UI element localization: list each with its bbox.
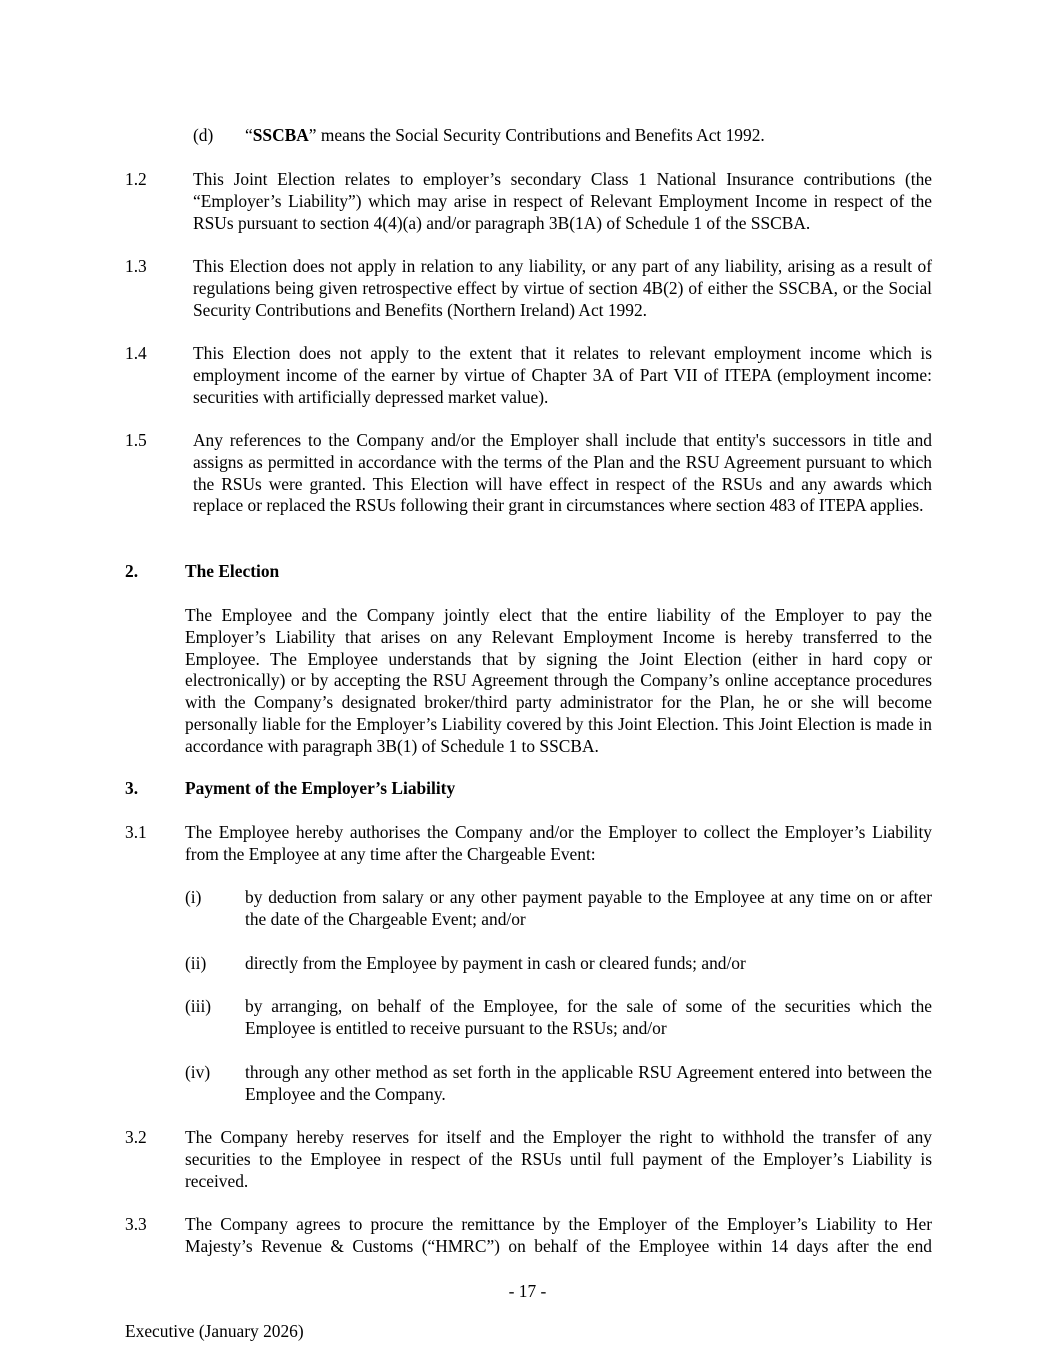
clause-1-5-number: 1.5 bbox=[125, 430, 147, 450]
clause-1-5-text: Any references to the Company and/or the Employer shall include that entity's successors in title and assigns as permitted in accordance with the terms of the Plan and the RSU Agreement pursuant to which the RSUs were granted. This Election will have effect in respect of the RSUs and any awards which replace or replaced the RSUs following their grant in circumstances where section 483 of ITEPA applies. bbox=[193, 430, 932, 516]
defined-term: SSCBA bbox=[252, 125, 309, 145]
list-item-text: by arranging, on behalf of the Employee, for the sale of some of the securities which the Employee is entitled to receive pursuant to the RSUs; and/or bbox=[245, 996, 932, 1038]
list-item-text: through any other method as set forth in the applicable RSU Agreement entered into between the Employee and the Company. bbox=[245, 1062, 932, 1104]
clause-3-3-text: The Company agrees to procure the remittance by the Employer of the Employer’s Liability to Her Majesty’s Revenue & Customs (“HMRC”) on behalf of the Employee within 14 days after the end bbox=[185, 1214, 932, 1256]
section-3-number: 3. bbox=[125, 778, 139, 798]
clause-3-2-text: The Company hereby reserves for itself and the Employer the right to withhold the transfer of any securities to the Employee in respect of the RSUs until full payment of the Employer’s Liability is received. bbox=[185, 1127, 932, 1191]
page-number: - 17 - bbox=[508, 1281, 547, 1301]
clause-3-3-number: 3.3 bbox=[125, 1214, 147, 1234]
list-item-label: (ii) bbox=[185, 953, 207, 973]
clause-1-2-text: This Joint Election relates to employer’s secondary Class 1 National Insurance contributions (the “Employer’s Liability”) which may arise in respect of Relevant Employment Income in respect of the RSUs pursuant to section 4(4)(a) and/or paragraph 3B(1A) of Schedule 1 of the SSCBA. bbox=[193, 169, 932, 233]
definition-d-text: “SSCBA” means the Social Security Contributions and Benefits Act 1992. bbox=[245, 125, 765, 145]
document-footer-label: Executive (January 2026) bbox=[125, 1321, 304, 1341]
clause-3-1-number: 3.1 bbox=[125, 822, 147, 842]
list-item-label: (iv) bbox=[185, 1062, 211, 1082]
clause-3-2-number: 3.2 bbox=[125, 1127, 147, 1147]
list-item-label: (iii) bbox=[185, 996, 212, 1016]
clause-3-1-text: The Employee hereby authorises the Company and/or the Employer to collect the Employer’s Liability from the Employee at any time after the Chargeable Event: bbox=[185, 822, 932, 864]
list-item-text: directly from the Employee by payment in cash or cleared funds; and/or bbox=[245, 953, 746, 973]
section-3-heading: Payment of the Employer’s Liability bbox=[185, 778, 456, 798]
clause-1-4-number: 1.4 bbox=[125, 343, 147, 363]
clause-1-2-number: 1.2 bbox=[125, 169, 147, 189]
clause-1-3-text: This Election does not apply in relation to any liability, or any part of any liability, arising as a result of regulations being given retrospective effect by virtue of section 4B(2) of either the SSCBA, or the Social Security Contributions and Benefits (Northern Ireland) Act 1992. bbox=[193, 256, 932, 320]
section-2-number: 2. bbox=[125, 561, 139, 581]
definition-d-label: (d) bbox=[193, 125, 214, 145]
clause-1-4-text: This Election does not apply to the extent that it relates to relevant employment income which is employment income of the earner by virtue of Chapter 3A of Part VII of ITEPA (employment income: securities with artificially depressed market value). bbox=[193, 343, 932, 407]
clause-1-3-number: 1.3 bbox=[125, 256, 147, 276]
section-2-text: The Employee and the Company jointly elect that the entire liability of the Employer to pay the Employer’s Liability that arises on any Relevant Employment Income is hereby transferred to the Employee. The Employee understands that by signing the Joint Election (either in hard copy or electronically) or by accepting the RSU Agreement through the Company’s online acceptance procedures with the Company’s designated broker/third party administrator for the Plan, he or she will become personally liable for the Employer’s Liability covered by this Joint Election. This Joint Election is made in accordance with paragraph 3B(1) of Schedule 1 to SSCBA. bbox=[185, 605, 932, 756]
list-item-text: by deduction from salary or any other payment payable to the Employee at any time on or after the date of the Chargeable Event; and/or bbox=[245, 887, 932, 929]
section-2-heading: The Election bbox=[185, 561, 280, 581]
list-item-label: (i) bbox=[185, 887, 202, 907]
